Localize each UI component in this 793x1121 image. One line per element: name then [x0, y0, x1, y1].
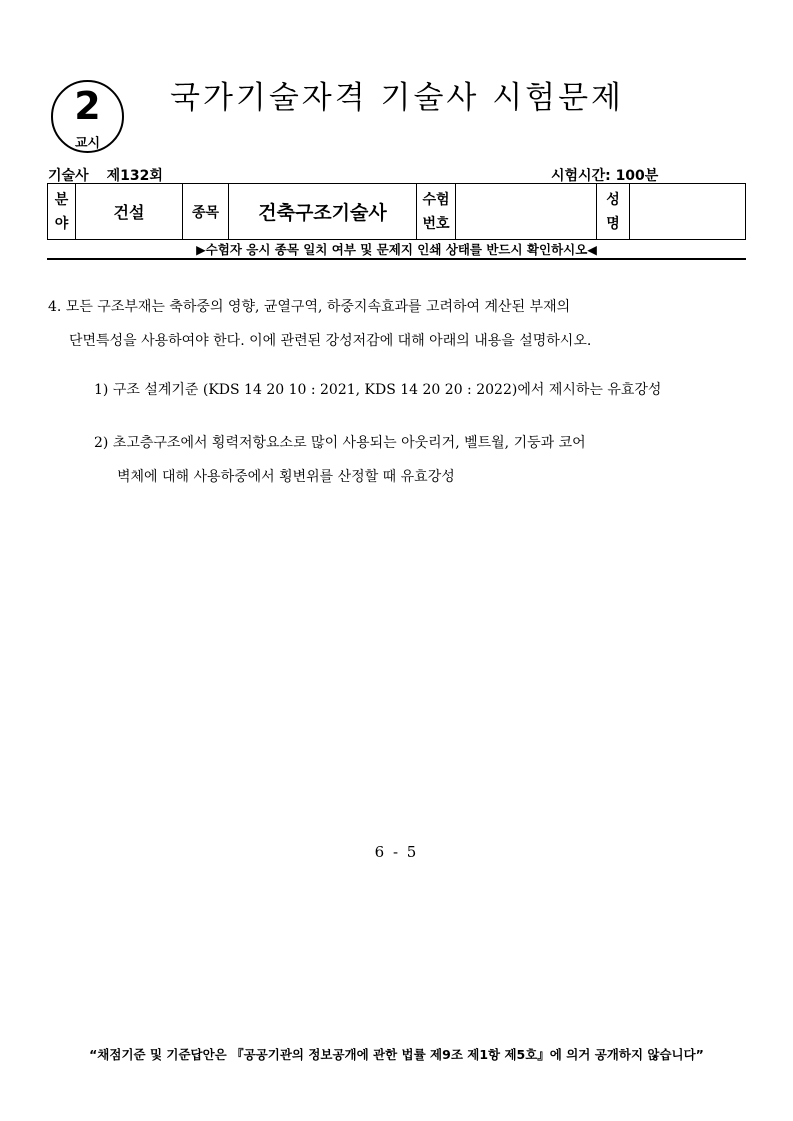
field-value: 건설	[76, 184, 183, 240]
sub-question-2-line-1: 2) 초고층구조에서 횡력저항요소로 많이 사용되는 아웃리거, 벨트월, 기둥과 코어	[94, 435, 586, 451]
question-line-2: 단면특성을 사용하여야 한다. 이에 관련된 강성저감에 대해 아래의 내용을 설명하시오.	[69, 333, 592, 349]
exam-time: 시험시간: 100분	[551, 168, 659, 184]
notice-text: ▶수험자 응시 종목 일치 여부 및 문제지 인쇄 상태를 반드시 확인하시오◀	[196, 242, 597, 257]
exam-meta	[48, 165, 163, 185]
field-label-cell: 분 야	[48, 184, 76, 240]
footer-disclaimer: “채점기준 및 기준답안은 『공공기관의 정보공개에 관한 법률 제9조 제1항 제5호』에 의거 공개하지 않습니다”	[89, 1047, 704, 1062]
exam-info-table	[47, 183, 746, 240]
exam-category: 기술사	[48, 168, 89, 184]
name-label-cell: 성 명	[597, 184, 630, 240]
session-label: 교시	[74, 136, 101, 151]
sub-question-1: 1) 구조 설계기준 (KDS 14 20 10 : 2021, KDS 14 20 20 : 2022)에서 제시하는 유효강성	[94, 382, 662, 398]
session-badge	[51, 80, 124, 153]
name-field[interactable]	[630, 184, 746, 240]
sub-question-2-line-2: 벽체에 대해 사용하중에서 횡변위를 산정할 때 유효강성	[117, 469, 455, 485]
question-line-1: 4. 모든 구조부재는 축하중의 영향, 균열구역, 하중지속효과를 고려하여 계산된 부재의	[48, 299, 571, 315]
session-number: 2	[74, 84, 101, 128]
exam-number-label-cell: 수험 번호	[417, 184, 456, 240]
page-title: 국가기술자격 기술사 시험문제	[170, 80, 625, 116]
exam-number-field[interactable]	[456, 184, 597, 240]
header-divider	[47, 258, 746, 260]
exam-round: 제132회	[106, 168, 163, 184]
type-label: 종목	[183, 184, 229, 240]
type-value: 건축구조기술사	[229, 184, 417, 240]
page-number: 6 - 5	[374, 843, 419, 861]
